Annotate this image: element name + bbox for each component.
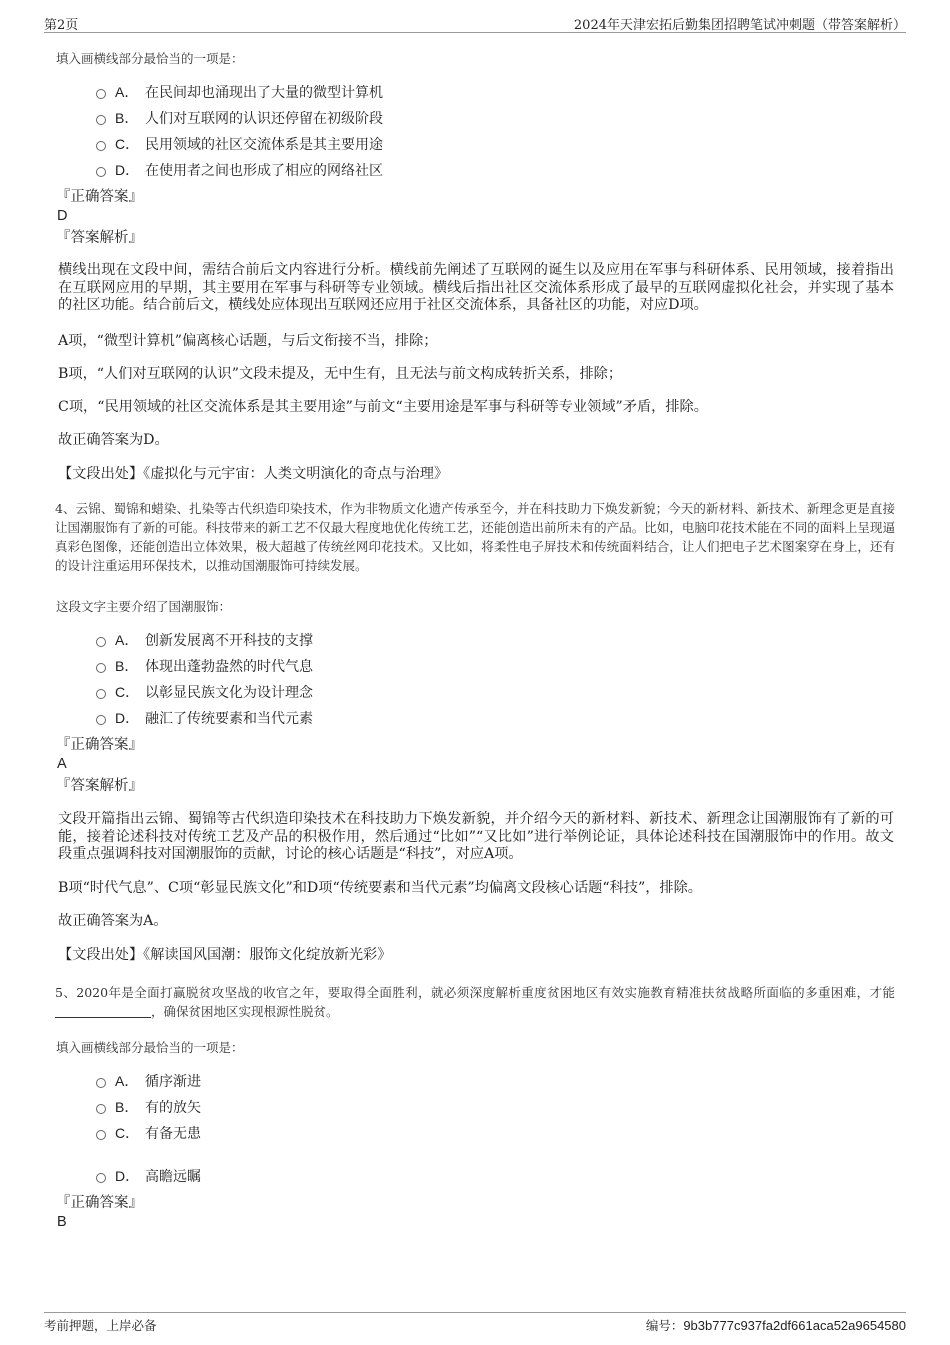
- q3-option-a[interactable]: A． 在民间却也涌现出了大量的微型计算机: [96, 82, 383, 102]
- q3-answer: D: [57, 208, 68, 224]
- q5-option-c[interactable]: C． 有备无患: [96, 1123, 201, 1143]
- radio-icon[interactable]: [96, 663, 106, 673]
- radio-icon[interactable]: [96, 141, 106, 151]
- q5-answer-label: 『正确答案』: [56, 1195, 143, 1211]
- q5-option-d[interactable]: D． 高瞻远瞩: [96, 1166, 201, 1186]
- page-footer: [44, 1312, 906, 1335]
- q3-analysis-a: A项，“微型计算机”偏离核心话题，与后文衔接不当，排除；: [58, 333, 438, 349]
- q4-answer: A: [57, 756, 67, 772]
- radio-icon[interactable]: [96, 689, 106, 699]
- q4-option-b[interactable]: B． 体现出蓬勃盎然的时代气息: [96, 656, 313, 676]
- q3-analysis-label: 『答案解析』: [56, 230, 143, 246]
- radio-icon[interactable]: [96, 1078, 106, 1088]
- q5-prompt: 填入画横线部分最恰当的一项是：: [56, 1040, 244, 1055]
- q5-option-b[interactable]: B． 有的放矢: [96, 1097, 201, 1117]
- radio-icon[interactable]: [96, 89, 106, 99]
- q4-source: 【文段出处】《解读国风国潮：服饰文化绽放新光彩》: [58, 947, 392, 963]
- q4-passage: 4、云锦、蜀锦和蜡染、扎染等古代织造印染技术，作为非物质文化遗产传承至今，并在科技助力下焕发新貌；今天的新材料、新技术、新理念更是直接让国潮服饰有了新的可能。科技带来的新工艺不仅最大程度地优化传统工艺，还能创造出前所未有的产品。比如，电脑印花技术能在不同的面料上呈现逼真彩色图像，还能创造出立体效果，极大超越了传统丝网印花技术。又比如，将柔性电子屏技术和传统面料结合，让人们把电子艺术图案穿在身上，还有的设计注重运用环保技术，以推动国潮服饰可持续发展。: [55, 501, 895, 573]
- q5-passage: 5、2020年是全面打赢脱贫攻坚战的收官之年，要取得全面胜利，就必须深度解析重度贫困地区有效实施教育精准扶贫战略所面临的多重困难，才能 ，确保贫困地区实现根源性脱贫。: [55, 985, 895, 1019]
- q5-answer: B: [57, 1214, 67, 1230]
- radio-icon[interactable]: [96, 167, 106, 177]
- q5-option-a[interactable]: A． 循序渐进: [96, 1071, 201, 1091]
- radio-icon[interactable]: [96, 1104, 106, 1114]
- q4-option-c[interactable]: C． 以彰显民族文化为设计理念: [96, 682, 313, 702]
- q4-analysis-label: 『答案解析』: [56, 778, 143, 794]
- radio-icon[interactable]: [96, 1173, 106, 1183]
- radio-icon[interactable]: [96, 715, 106, 725]
- q4-analysis-paragraph: 文段开篇指出云锦、蜀锦等古代织造印染技术在科技助力下焕发新貌，并介绍今天的新材料、新技术、新理念让国潮服饰有了新的可能，接着论述科技对传统工艺及产品的积极作用，然后通过“比如”“又比如”进行举例论证，具体论述科技在国潮服饰中的作用。故文段重点强调科技对国潮服饰的贡献，讨论的核心话题是“科技”，对应A项。: [58, 811, 894, 862]
- radio-icon[interactable]: [96, 1130, 106, 1140]
- document-title: 2024年天津宏拓后勤集团招聘笔试冲刺题（带答案解析）: [573, 18, 906, 33]
- q4-prompt: 这段文字主要介绍了国潮服饰：: [56, 599, 232, 614]
- q4-analysis-others: B项“时代气息”、C项“彰显民族文化”和D项“传统要素和当代元素”均偏离文段核心话题“科技”，排除。: [58, 880, 702, 896]
- q4-option-d[interactable]: D． 融汇了传统要素和当代元素: [96, 708, 313, 728]
- page-number: 第2页: [44, 18, 79, 33]
- document-id: 编号：9b3b777c937fa2df661aca52a9654580: [645, 1318, 906, 1333]
- q3-option-d[interactable]: D． 在使用者之间也形成了相应的网络社区: [96, 160, 383, 180]
- q3-conclusion: 故正确答案为D。: [58, 432, 169, 448]
- footer-slogan: 考前押题，上岸必备: [44, 1318, 157, 1333]
- q3-source: 【文段出处】《虚拟化与元宇宙：人类文明演化的奇点与治理》: [58, 466, 449, 482]
- radio-icon[interactable]: [96, 115, 106, 125]
- q3-analysis-c: C项，“民用领域的社区交流体系是其主要用途”与前文“主要用途是军事与科研等专业领域”矛盾，排除。: [58, 399, 708, 415]
- q4-answer-label: 『正确答案』: [56, 737, 143, 753]
- q3-analysis-paragraph: 横线出现在文段中间，需结合前后文内容进行分析。横线前先阐述了互联网的诞生以及应用在军事与科研体系、民用领域，接着指出在互联网应用的早期，其主要用在军事与科研等专业领域。横线后指出社区交流体系形成了最早的互联网虚拟化社会，并实现了基本的社区功能。结合前后文，横线处应体现出互联网还应用于社区交流体系，具备社区的功能，对应D项。: [58, 262, 894, 313]
- fill-in-blank: [55, 1004, 151, 1018]
- q3-prompt: 填入画横线部分最恰当的一项是：: [56, 51, 244, 66]
- q4-option-a[interactable]: A． 创新发展离不开科技的支撑: [96, 630, 313, 650]
- q3-answer-label: 『正确答案』: [56, 189, 143, 205]
- q3-option-b[interactable]: B． 人们对互联网的认识还停留在初级阶段: [96, 108, 383, 128]
- q4-conclusion: 故正确答案为A。: [58, 913, 168, 929]
- q3-option-c[interactable]: C． 民用领域的社区交流体系是其主要用途: [96, 134, 383, 154]
- page-header: [44, 12, 906, 33]
- radio-icon[interactable]: [96, 637, 106, 647]
- q3-analysis-b: B项，“人们对互联网的认识”文段未提及，无中生有，且无法与前文构成转折关系，排除；: [58, 366, 623, 382]
